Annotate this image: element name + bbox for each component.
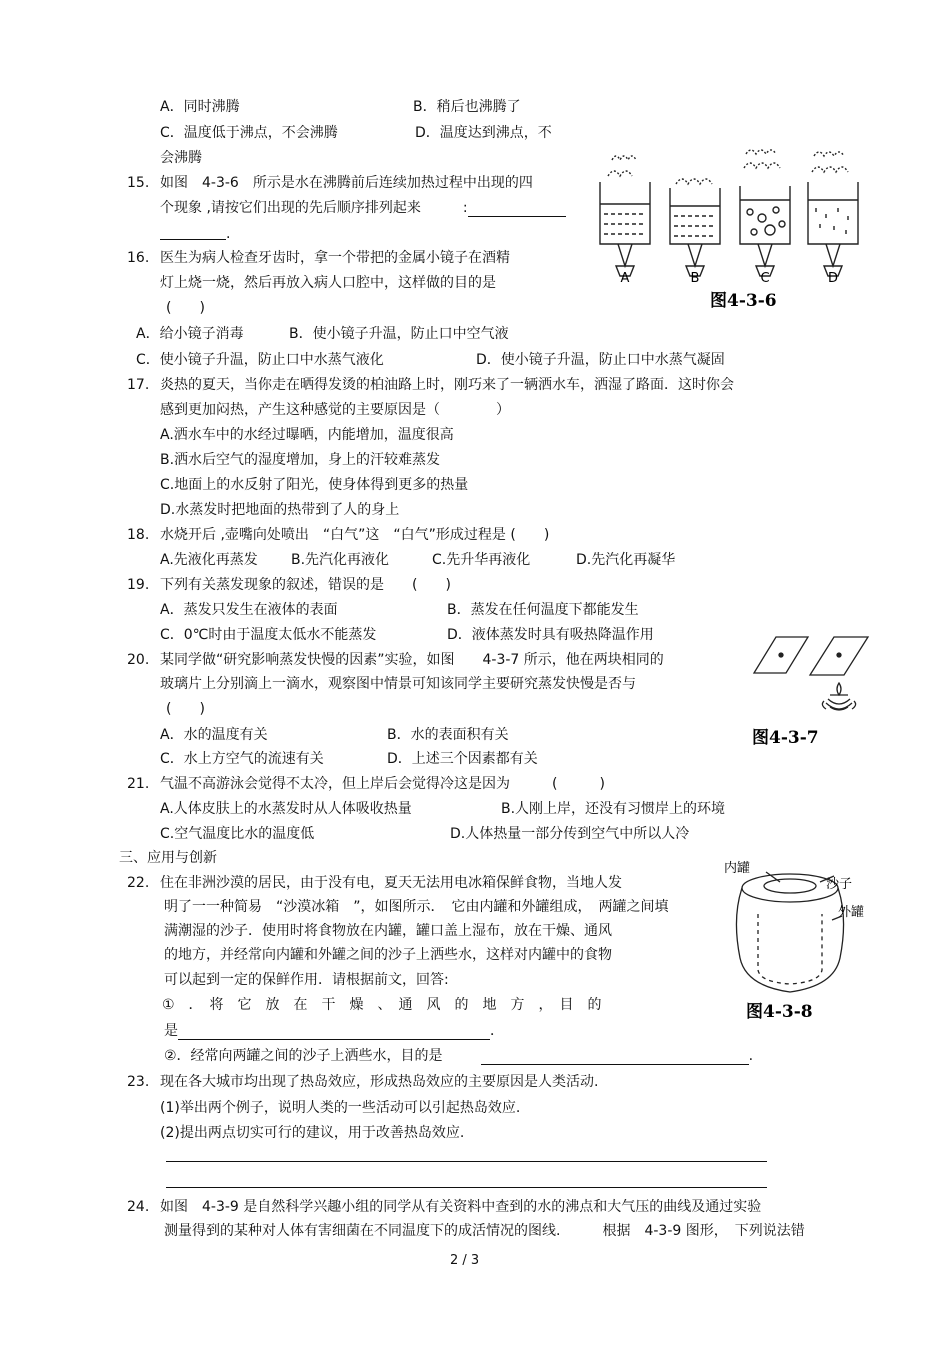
q15-answer-blank-2 (160, 239, 226, 240)
q18-option-a: A.先液化再蒸发 (160, 552, 258, 568)
q22-sub1-cont: 是 ． (164, 1023, 504, 1039)
q22-number: 22. (127, 875, 150, 891)
q20-line1: 某同学做“研究影响蒸发快慢的因素”实验，如图 4-3-7 所示，他在两块相同的 (160, 652, 664, 668)
q16-option-d: D．使小镜子升温，防止口中水蒸气凝固 (476, 352, 725, 368)
label-sand: 沙子 (826, 877, 853, 892)
page-number: 2 / 3 (450, 1253, 480, 1268)
label-outer-jar: 外罐 (838, 905, 865, 920)
q24-line2: 测量得到的某种对人体有害细菌在不同温度下的成活情况的图线. 根据 4-3-9 图形， 下列说法错 (164, 1223, 805, 1239)
q14-option-d-cont: 会沸腾 (160, 150, 202, 166)
q23-answer-line-2 (166, 1187, 767, 1188)
q21-option-b: B.人刚上岸，还没有习惯岸上的环境 (501, 801, 726, 817)
q15-number: 15. (127, 175, 150, 191)
q20-paren: ( ) (166, 701, 205, 717)
q23-line1: 现在各大城市均出现了热岛效应，形成热岛效应的主要原因是人类活动. (160, 1074, 599, 1090)
q20-option-b: B．水的表面积有关 (387, 727, 509, 743)
q23-answer-line-1 (166, 1161, 767, 1162)
q17-option-c: C.地面上的水反射了阳光，使身体得到更多的热量 (160, 477, 469, 493)
q21-option-a: A.人体皮肤上的水蒸发时从人体吸收热量 (160, 801, 412, 817)
q23-sub2: (2)提出两点切实可行的建议，用于改善热岛效应. (160, 1125, 465, 1141)
q21-option-c: C.空气温度比水的温度低 (160, 826, 315, 842)
q15-period: . (226, 226, 231, 242)
q17-option-a: A.洒水车中的水经过曝晒，内能增加，温度很高 (160, 427, 454, 443)
q18-option-d: D.先汽化再凝华 (576, 552, 676, 568)
q22-line5: 可以起到一定的保鲜作用．请根据前文，回答: (164, 972, 449, 988)
q22-line4: 的地方，并经常向内罐和外罐之间的沙子上洒些水，这样对内罐中的食物 (164, 947, 612, 963)
beaker-label-d: D (827, 271, 839, 286)
q20-option-c: C．水上方空气的流速有关 (160, 751, 324, 767)
q21-line1: 气温不高游泳会觉得不太冷，但上岸后会觉得冷这是因为 ( ) (160, 776, 605, 792)
q22-sub2-blank (481, 1050, 749, 1065)
inner-jar-rim-icon (764, 879, 816, 893)
q16-line2: 灯上烧一烧，然后再放入病人口腔中，这样做的目的是 (160, 275, 496, 291)
q19-option-a: A．蒸发只发生在液体的表面 (160, 602, 338, 618)
q22-line2: 明了一一种简易 “沙漠冰箱 ”，如图所示． 它由内罐和外罐组成， 两罐之间填 (164, 899, 669, 915)
q23-sub1: (1)举出两个例子，说明人类的一些活动可以引起热岛效应. (160, 1100, 521, 1116)
q23-number: 23. (127, 1074, 150, 1090)
figure-4-3-6 (594, 148, 866, 314)
q20-option-d: D．上述三个因素都有关 (387, 751, 538, 767)
beaker-b-icon (670, 179, 720, 276)
figure-4-3-8-caption: 图4-3-8 (746, 1002, 813, 1022)
figure-4-3-7 (750, 633, 880, 753)
figure-4-3-6-caption: 图4-3-6 (710, 291, 777, 311)
beaker-a-icon (600, 156, 650, 276)
q19-option-c: C．0℃时由于温度太低水不能蒸发 (160, 627, 377, 643)
outer-jar-rim-icon (742, 874, 838, 902)
beaker-d-icon (808, 152, 858, 276)
q15-line2: 个现象 ,请按它们出现的先后顺序排列起来 : (160, 199, 566, 217)
q24-line1: 如图 4-3-9 是自然科学兴趣小组的同学从有关资料中查到的水的沸点和大气压的曲线及通过实验 (160, 1199, 762, 1215)
q19-option-b: B．蒸发在任何温度下都能发生 (447, 602, 639, 618)
q16-number: 16. (127, 250, 150, 266)
q22-sub1-blank (178, 1025, 490, 1040)
q14-option-b: B．稍后也沸腾了 (413, 99, 521, 115)
section-heading: 三、应用与创新 (119, 850, 217, 866)
label-inner-jar: 内罐 (724, 861, 751, 876)
q18-number: 18. (127, 527, 150, 543)
q24-number: 24. (127, 1199, 150, 1215)
q18-option-c: C.先升华再液化 (432, 552, 531, 568)
q20-line2: 玻璃片上分别滴上一滴水，观察图中情景可知该同学主要研究蒸发快慢是否与 (160, 676, 636, 692)
q21-option-d: D.人体热量一部分传到空气中所以人冷 (450, 826, 690, 842)
q18-line1: 水烧开后 ,壶嘴向处喷出 “白气”这 “白气”形成过程是 ( ) (160, 527, 550, 543)
q14-option-d: D．温度达到沸点，不 (415, 125, 552, 141)
q14-option-a: A．同时沸腾 (160, 99, 240, 115)
q21-number: 21. (127, 776, 150, 792)
q17-line1: 炎热的夏天，当你走在晒得发烫的柏油路上时，刚巧来了一辆洒水车，洒湿了路面．这时你会 (160, 377, 734, 393)
beaker-label-b: B (690, 271, 700, 286)
flame-icon (837, 683, 841, 695)
q17-option-b: B.洒水后空气的湿度增加，身上的汗较难蒸发 (160, 452, 441, 468)
figure-4-3-8 (722, 854, 882, 1024)
q16-line1: 医生为病人检查牙齿时，拿一个带把的金属小镜子在酒精 (160, 250, 510, 266)
q16-option-c: C．使小镜子升温，防止口中水蒸气液化 (136, 352, 384, 368)
q19-number: 19. (127, 577, 150, 593)
q22-line1: 住在非洲沙漠的居民，由于没有电，夏天无法用电冰箱保鲜食物，当地人发 (160, 875, 622, 891)
q19-option-d: D．液体蒸发时具有吸热降温作用 (447, 627, 654, 643)
q22-line3: 满潮湿的沙子．使用时将食物放在内罐，罐口盖上湿布，放在干燥、通风 (164, 923, 612, 939)
inner-jar-outline-icon (758, 914, 822, 984)
q16-option-a: A．给小镜子消毒 (136, 326, 244, 342)
q15-line1: 如图 4-3-6 所示是水在沸腾前后连续加热过程中出现的四 (160, 175, 533, 191)
q22-sub1: ① ． 将 它 放 在 干 燥 、 通 风 的 地 方 ， 目 的 (162, 997, 602, 1013)
beaker-c-icon (740, 150, 790, 276)
q20-option-a: A．水的温度有关 (160, 727, 268, 743)
q17-option-d: D.水蒸发时把地面的热带到了人的身上 (160, 502, 400, 518)
beaker-label-c: C (760, 271, 770, 286)
beaker-label-a: A (620, 271, 630, 286)
q15-answer-blank (468, 202, 566, 217)
q20-number: 20. (127, 652, 150, 668)
q16-option-b: B．使小镜子升温，防止口中空气液 (289, 326, 509, 342)
q17-number: 17. (127, 377, 150, 393)
q19-line1: 下列有关蒸发现象的叙述，错误的是 ( ) (160, 577, 451, 593)
q14-option-c: C．温度低于沸点，不会沸腾 (160, 125, 338, 141)
q22-sub2: ②．经常向两罐之间的沙子上洒些水，目的是 . (164, 1048, 754, 1064)
figure-4-3-7-caption: 图4-3-7 (752, 728, 819, 748)
q16-paren: ( ) (166, 300, 205, 316)
q18-option-b: B.先汽化再液化 (291, 552, 390, 568)
q17-line2: 感到更加闷热，产生这种感觉的主要原因是（ ） (160, 402, 510, 418)
